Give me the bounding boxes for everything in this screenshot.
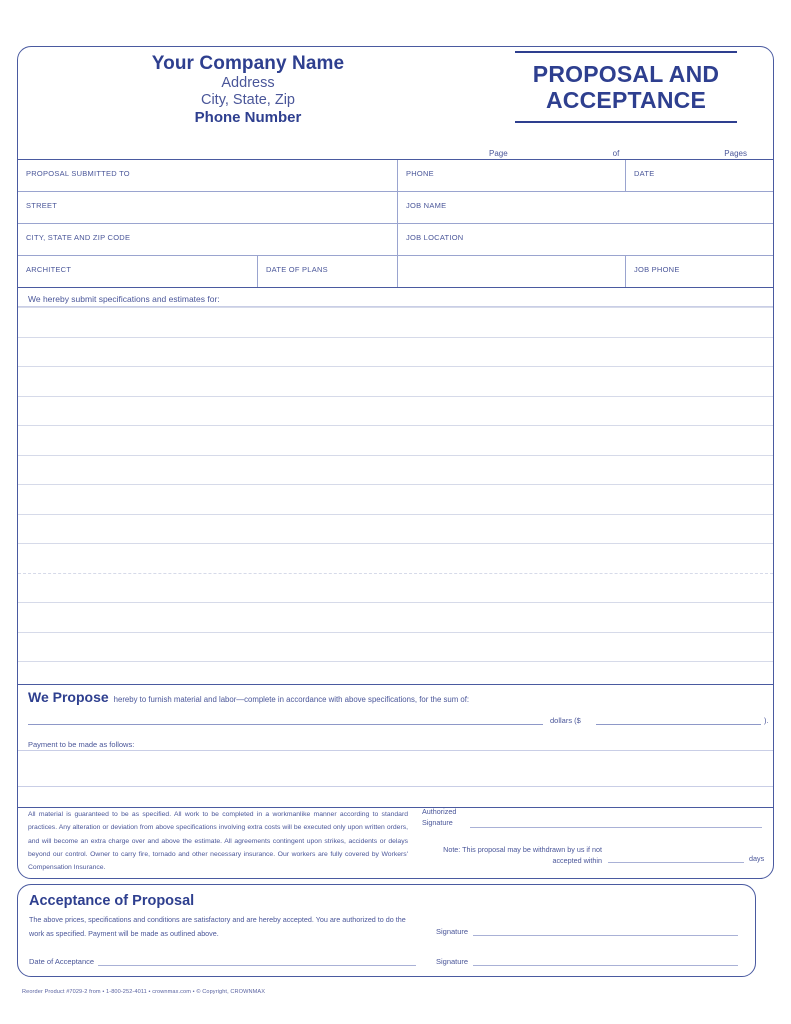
field-architect[interactable] [18,256,258,287]
field-label: JOB NAME [406,201,447,210]
field-label: DATE [634,169,655,178]
withdrawal-days-line[interactable] [608,862,744,863]
acceptance-body-text: The above prices, specifications and conditions are satisfactory and are hereby accepted. You are authorized to do the work as specified. Payment will be made as outlined above. [29,915,406,939]
submit-statement-text: We hereby submit specifications and estimates for: [28,294,220,304]
we-propose-title: We Propose [28,689,109,705]
field-label: ARCHITECT [26,265,72,274]
we-propose-section [18,684,773,808]
spec-rule-line [18,455,773,456]
reorder-footer: Reorder Product #7029-2 from • 1-800-252-4011 • crownmax.com • © Copyright, CROWNMAX [22,989,266,995]
company-block [18,53,478,126]
info-row-3 [18,224,773,256]
field-job-location[interactable] [398,224,773,255]
field-label: DATE OF PLANS [266,265,328,274]
spec-rule-line [18,484,773,485]
spec-rule-line [18,366,773,367]
company-name: Your Company Name [151,53,345,74]
acceptance-signature-line-1[interactable] [473,935,738,936]
acceptance-signature-label-1: Signature [436,927,469,936]
dollars-label: dollars ($ [550,716,581,725]
field-job-name[interactable] [398,192,773,223]
amount-numeric-line[interactable] [596,724,761,725]
company-phone: Phone Number [194,108,302,126]
spec-rule-line [18,425,773,426]
spec-rule-line [18,661,773,662]
field-proposal-submitted-to[interactable] [18,160,398,191]
field-label: STREET [26,201,58,210]
title-rule-bottom [515,121,737,123]
field-phone[interactable] [398,160,626,191]
info-row-1 [18,160,773,192]
document-title-block [515,51,737,123]
acceptance-signature-line-2[interactable] [473,965,738,966]
paren-close-label: ). [764,716,769,725]
field-street[interactable] [18,192,398,223]
we-propose-subtitle: hereby to furnish material and labor—complete in accordance with above specifications, for the sum of: [113,695,470,704]
field-date-of-plans[interactable] [258,256,398,287]
document-title-line-1: PROPOSAL AND [532,61,720,87]
field-label: PHONE [406,169,434,178]
days-label: days [749,854,765,863]
specifications-ruled-area[interactable] [18,307,773,684]
authorized-signature-label [422,807,456,829]
spec-rule-line [18,337,773,338]
company-address: Address [221,75,275,92]
pages-label: Pages [724,149,747,158]
page-label: Page [489,149,508,158]
acceptance-signature-label-2: Signature [436,957,469,966]
payment-terms-label: Payment to be made as follows: [28,740,135,749]
amount-words-line[interactable] [28,724,543,725]
field-label: JOB LOCATION [406,233,464,242]
field-job-phone[interactable] [626,256,773,287]
info-grid [18,159,773,288]
spec-rule-line [18,632,773,633]
spec-rule-line [18,573,773,574]
document-title-line-2: ACCEPTANCE [545,87,707,114]
of-label: of [612,149,620,158]
date-of-acceptance-line[interactable] [98,965,416,966]
we-propose-heading [18,685,773,709]
title-rule-top [515,51,737,53]
authorized-signature-label-line1: Authorized [422,807,457,816]
spec-rule-line [18,543,773,544]
payment-terms-label-row [18,731,773,751]
submit-statement [18,285,773,307]
field-date[interactable] [626,160,773,191]
form-header [18,47,773,158]
field-label: PROPOSAL SUBMITTED TO [26,169,130,178]
info-row-2 [18,192,773,224]
proposal-card [17,46,774,879]
spec-rule-line [18,514,773,515]
spec-rule-line [18,307,773,308]
terms-section [18,802,773,879]
field-blank-spacer[interactable] [398,256,626,287]
info-row-4 [18,256,773,288]
acceptance-title: Acceptance of Proposal [29,893,195,909]
field-label: CITY, STATE AND ZIP CODE [26,233,131,242]
field-label: JOB PHONE [634,265,680,274]
spec-rule-line [18,396,773,397]
authorized-signature-line[interactable] [470,827,762,828]
page-of-pages [459,149,759,158]
payment-terms-line-1[interactable] [18,751,773,787]
date-of-acceptance-label: Date of Acceptance [29,957,95,966]
terms-text: All material is guaranteed to be as specified. All work to be completed in a workmanlike manner according to standard practices. Any alteration or deviation from above specifications involving extra costs will be executed only upon written orders, and will become an extra charge over and above the estimate. All agreements contingent upon strikes, accidents or delays beyond our control. Owner to carry fire, tornado and other necessary insurance. Our workers are fully covered by Workers' Compensation Insurance. [28,811,408,871]
company-city-state-zip: City, State, Zip [200,91,295,108]
field-city-state-zip-code[interactable] [18,224,398,255]
acceptance-card [17,884,756,977]
withdrawal-note-text: Note: This proposal may be withdrawn by us if not accepted within [443,845,602,866]
authorized-signature-label-line2: Signature [422,817,453,827]
spec-rule-line [18,602,773,603]
amount-row [18,709,773,731]
